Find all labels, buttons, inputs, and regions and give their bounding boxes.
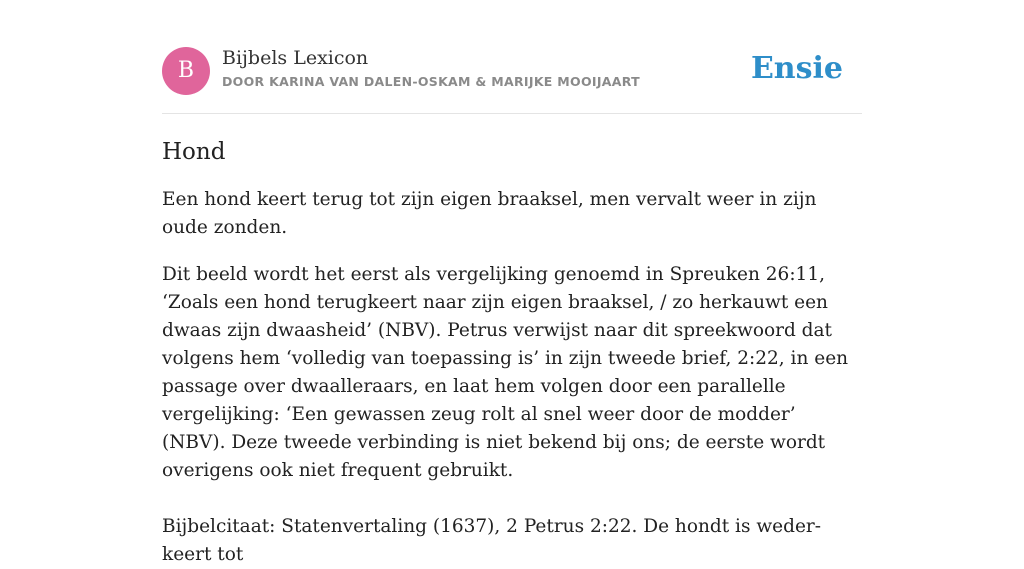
- source-avatar[interactable]: B: [162, 47, 210, 95]
- header-divider: [162, 113, 862, 114]
- entry-lead: Een hond keert terug tot zijn eigen braaksel, men vervalt weer in zijn oude zonden.: [162, 189, 817, 238]
- entry-title: Hond: [162, 139, 226, 165]
- source-header: [162, 46, 862, 96]
- source-title-link[interactable]: Bijbels Lexicon: [222, 47, 369, 69]
- entry-content: [162, 136, 862, 569]
- entry-citation: Bijbelcitaat: Statenvertaling (1637), 2 Petrus 2:22. De hondt is weder-keert tot: [162, 516, 821, 565]
- ensie-logo-link[interactable]: Ensie: [750, 51, 843, 86]
- entry-body: Dit beeld wordt het eerst als vergelijking genoemd in Spreuken 26:11, ‘Zoals een hond terugkeert naar zijn eigen braaksel, / zo herkauwt een dwaas zijn dwaasheid’ (NBV). Petrus verwijst naar dit spreekwoord dat volgens hem ‘volledig van toepassing is’ in zijn tweede brief, 2:22, in een passage over dwaalleraars, en laat hem volgen door een parallelle vergelijking: ‘Een gewassen zeug rolt al snel weer door de modder’ (NBV). Deze tweede verbinding is niet bekend bij ons; de eerste wordt overigens ook niet frequent gebruikt.: [162, 264, 849, 481]
- source-author: DOOR KARINA VAN DALEN-OSKAM & MARIJKE MOOIJAART: [222, 74, 640, 89]
